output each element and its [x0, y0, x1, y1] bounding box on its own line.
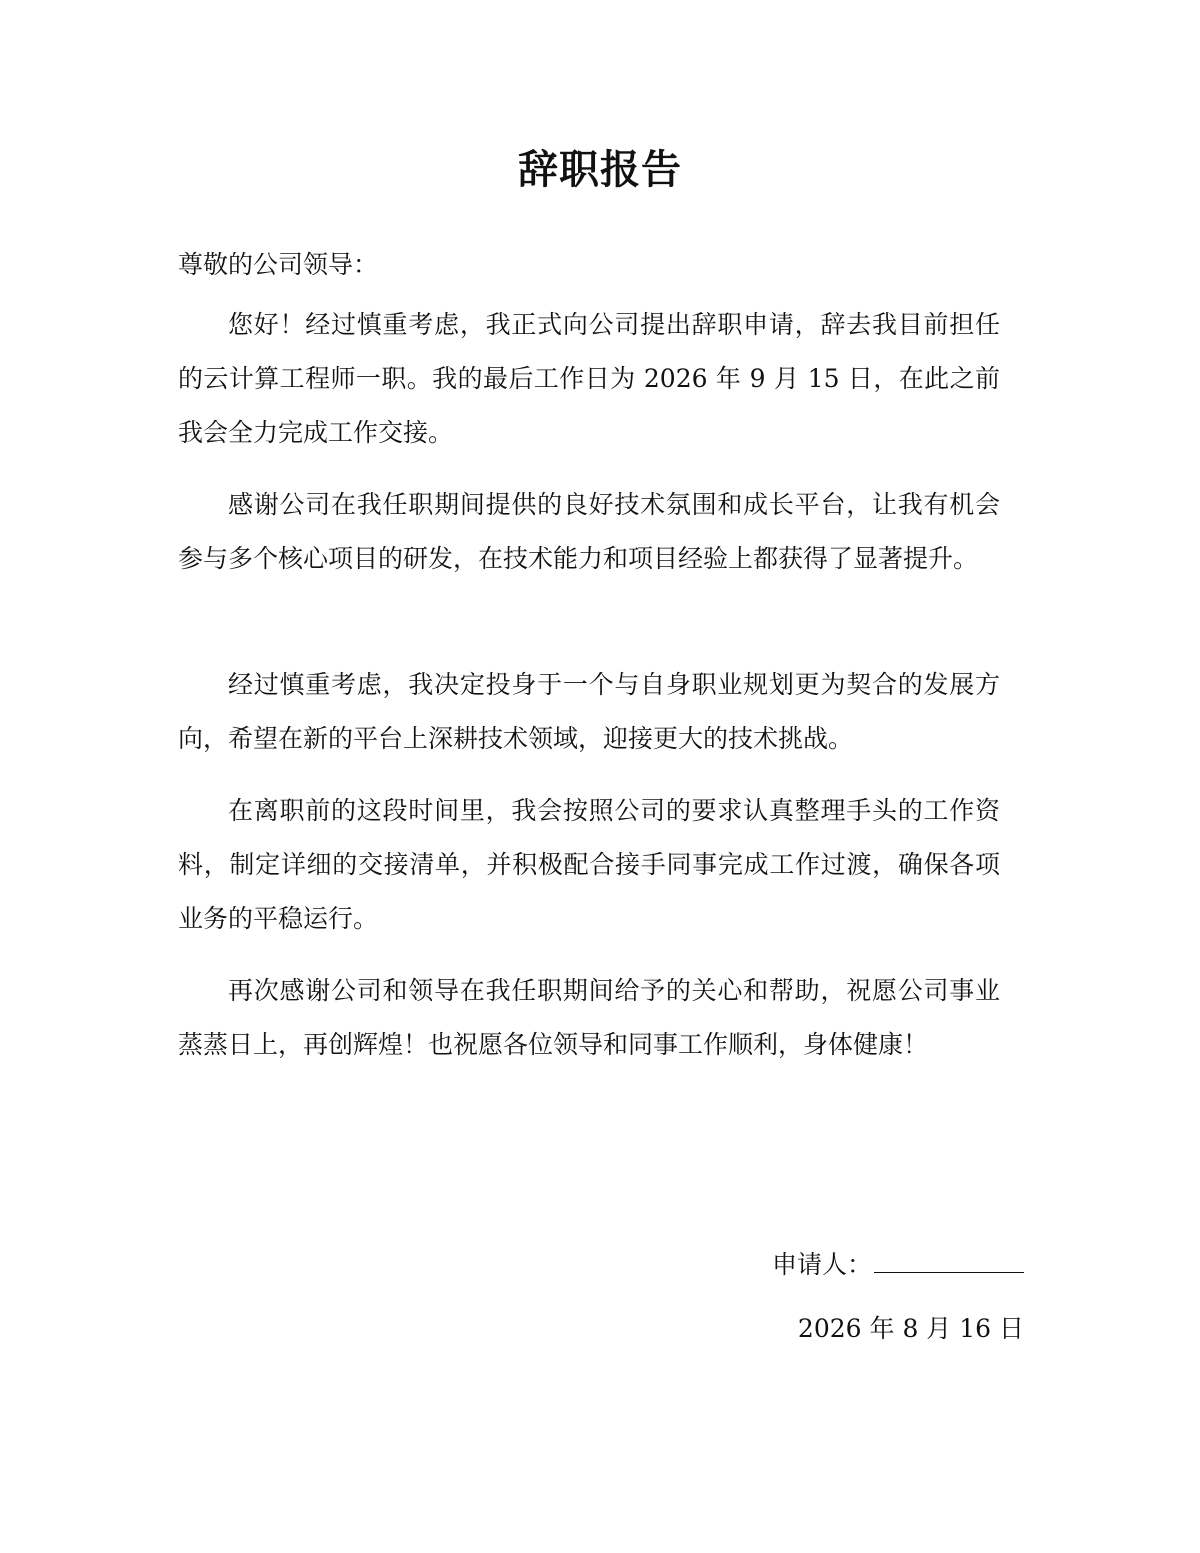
- paragraph-gratitude: 感谢公司在我任职期间提供的良好技术氛围和成长平台，让我有机会参与多个核心项目的研发，在技术能力和项目经验上都获得了显著提升。: [178, 490, 1000, 573]
- letter-date: 2026 年 8 月 16 日: [797, 1314, 1024, 1343]
- document-title: 辞职报告: [518, 147, 682, 193]
- signature-block: [772, 1238, 1024, 1292]
- salutation: 尊敬的公司领导：: [178, 250, 379, 279]
- paragraph-closing: 再次感谢公司和领导在我任职期间给予的关心和帮助，祝愿公司事业蒸蒸日上，再创辉煌！也祝愿各位领导和同事工作顺利，身体健康！: [178, 976, 1000, 1059]
- signature-label: 申请人：: [771, 1250, 872, 1279]
- paragraph-handover: 在离职前的这段时间里，我会按照公司的要求认真整理手头的工作资料，制定详细的交接清单，并积极配合接手同事完成工作过渡，确保各项业务的平稳运行。: [178, 796, 1000, 933]
- signature-blank-line: [874, 1252, 1024, 1273]
- paragraph-reason: 经过慎重考虑，我决定投身于一个与自身职业规划更为契合的发展方向，希望在新的平台上深耕技术领域，迎接更大的技术挑战。: [178, 670, 1000, 753]
- paragraph-intent: 您好！经过慎重考虑，我正式向公司提出辞职申请，辞去我目前担任的云计算工程师一职。我的最后工作日为 2026 年 9 月 15 日，在此之前我会全力完成工作交接。: [178, 310, 1000, 447]
